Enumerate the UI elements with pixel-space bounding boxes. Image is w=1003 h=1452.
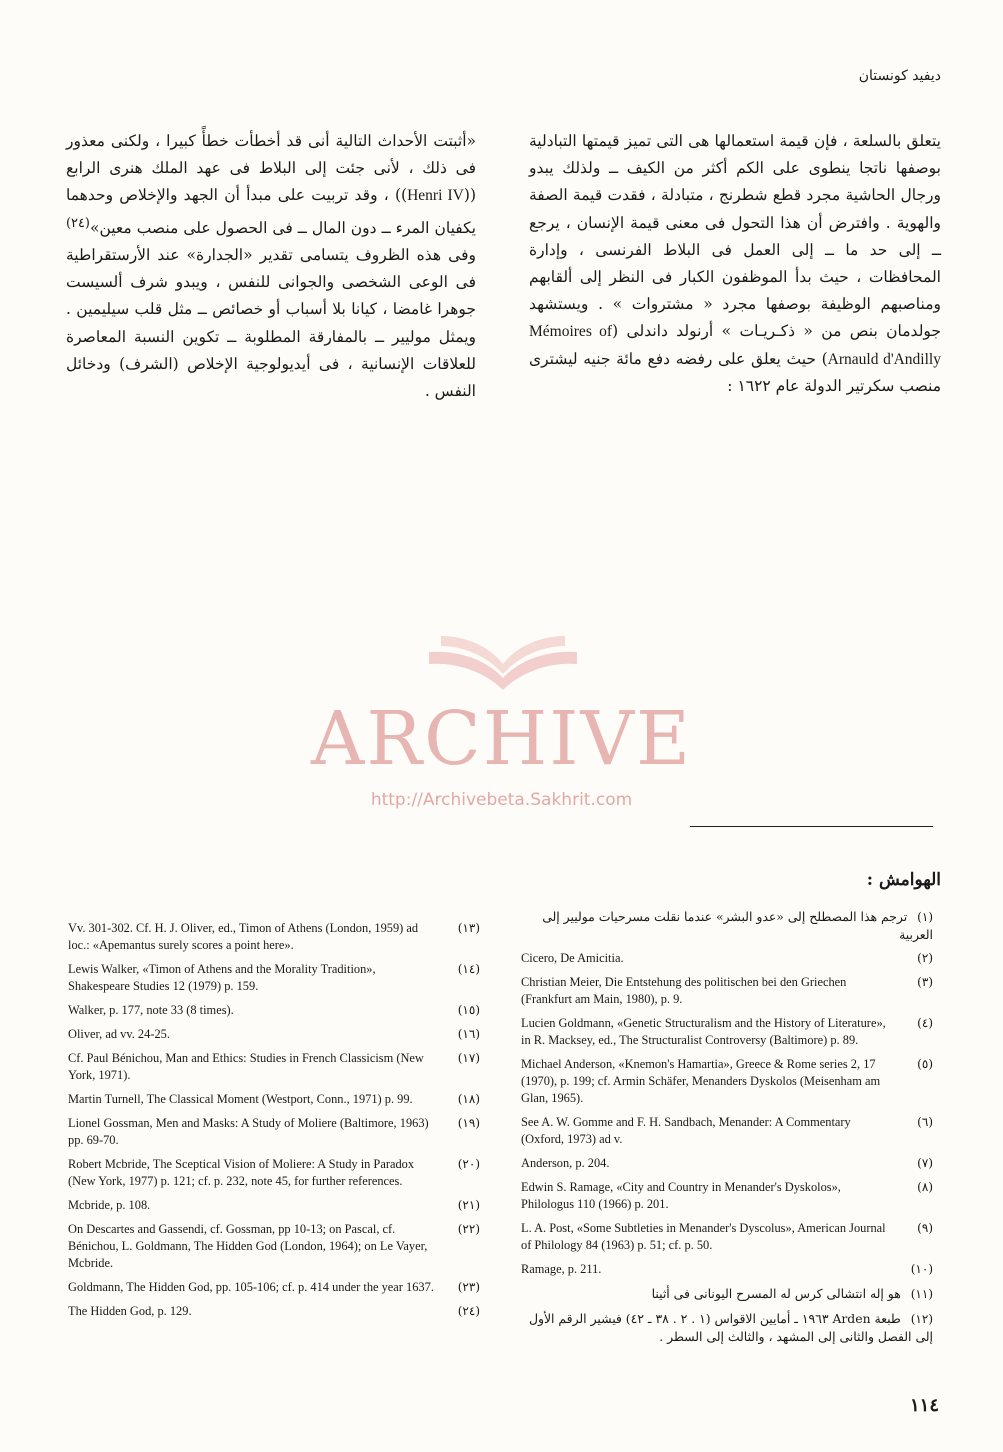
footnotes-left-column <box>68 920 480 1327</box>
body-text: يتعلق بالسلعة ، فإن قيمة استعمالها هى التى تميز قيمتها التبادلية بوصفها ناتجا ينطوى على الكم أكثر من الكيف ــ ولذلك يبدو ورجال الحاشية مجرد قطع شطرنج ، متبادلة ، فقدت قيمة الصفة والهوية . وافترض أن هذا التحول فى معنى قيمة الإنسان ، يرجع ــ إلى حد ما ــ إلى العمل فى البلاط الفرنسى ، وإدارة المحافظات ، حيث بدأ الموظفون الكبار فى النظر إلى ألقابهم ومناصبهم الوظيفة بوصفها مجرد « مشتروات » . ويستشهد جولدمان بنص من « ذكـريـات » أرنولد داندلى ( <box>529 132 942 341</box>
footnote-text: The Hidden God, p. 129. <box>68 1304 192 1318</box>
footnote-number: (٧) <box>917 1156 933 1170</box>
running-header-author: ديفيد كونستان <box>858 68 941 84</box>
footnote-text: Cicero, De Amicitia. <box>521 951 624 965</box>
footnote-number: (١٦) <box>457 1027 480 1041</box>
footnote-number: (٨) <box>917 1180 933 1194</box>
footnote <box>521 1155 933 1172</box>
footnote-number: (١٩) <box>457 1116 480 1130</box>
footnote-number: (١) <box>917 910 933 924</box>
footnote-number: (٩) <box>917 1221 933 1235</box>
footnote <box>68 1026 480 1043</box>
footnote-number: (١٤) <box>457 962 480 976</box>
footnote <box>68 920 480 954</box>
body-text: وفى هذه الظروف يتسامى تقدير «الجدارة» عند الأرستقراطية فى الوعى الشخصى والجوانى للنفس ، ويبدو شرف ألسيست جوهرا غامضا ، كيانا بلا أسباب أو خصائص ــ مثل قلب سيليمين . ويمثل موليير ــ بالمفارقة المطلوبة ــ تكوين النسبة المعاصرة للعلاقات الإنسانية ، فى أيديولوجية الإخلاص (الشرف) ودخائل النفس . <box>66 245 476 400</box>
footnote-ref: (٢٤) <box>66 215 90 231</box>
footnote <box>521 974 933 1008</box>
body-paragraph <box>529 128 941 400</box>
footnote <box>521 1310 933 1345</box>
body-text: ) حيث يعلق على رفضه دفع مائة جنيه ليشترى منصب سكرتير الدولة عام ١٦٢٢ : <box>529 349 941 395</box>
footnote <box>68 1303 480 1320</box>
footnote-text: Martin Turnell, The Classical Moment (Westport, Conn., 1971) p. 99. <box>68 1092 413 1106</box>
footnote <box>68 1091 480 1108</box>
quote-text: «أثبتت الأحداث التالية أنى قد أخطأت خطأً كبيرا ، ولكنى معذور فى ذلك ، لأنى جئت إلى البلاط فى عهد الملك هنرى الرابع (( <box>66 132 476 205</box>
footnote-text: Goldmann, The Hidden God, pp. 105-106; cf. p. 414 under the year 1637. <box>68 1280 434 1294</box>
footnote-text: ترجم هذا المصطلح إلى «عدو البشر» عندما نقلت مسرحيات موليير إلى العربية <box>542 909 933 942</box>
footnote-number: (٢١) <box>457 1198 480 1212</box>
quote-text: )) ، وقد تربيت على مبدأ أن الجهد والإخلاص وحدهما يكفيان المرء ــ دون المال ــ فى الحصول على منصب معين» <box>66 186 476 237</box>
footnote-text: Oliver, ad vv. 24-25. <box>68 1027 170 1041</box>
footnote-number: (٤) <box>917 1016 933 1030</box>
footnote <box>68 1002 480 1019</box>
footnote-text: Lewis Walker, «Timon of Athens and the Morality Tradition», Shakespeare Studies 12 (1979) p. 159. <box>68 962 376 993</box>
footnote-number: (١١) <box>910 1287 933 1301</box>
footnote-number: (٣) <box>917 975 933 989</box>
footnote-number: (٢) <box>917 951 933 965</box>
footnote <box>521 1220 933 1254</box>
page-number: ١١٤ <box>909 1395 939 1416</box>
footnote-number: (١٨) <box>457 1092 480 1106</box>
footnote <box>68 1050 480 1084</box>
footnote-text: See A. W. Gomme and F. H. Sandbach, Menander: A Commentary (Oxford, 1973) ad v. <box>521 1115 851 1146</box>
notes-heading: الهوامش : <box>866 870 941 890</box>
footnote-text: On Descartes and Gassendi, cf. Gossman, pp 10-13; on Pascal, cf. Bénichou, L. Goldmann, The Hidden God (London, 1964); on Le Vayer, Mcbride. <box>68 1222 428 1270</box>
footnote-text: Walker, p. 177, note 33 (8 times). <box>68 1003 234 1017</box>
watermark-title: ARCHIVE <box>310 696 692 782</box>
footnote <box>521 908 933 943</box>
footnote-number: (١٢) <box>910 1312 933 1326</box>
footnotes-right-column <box>521 908 933 1352</box>
footnote <box>68 961 480 995</box>
footnote-text: هو إله انتشالى كرس له المسرح اليونانى فى أثينا <box>651 1286 901 1301</box>
footnote-text: Lionel Gossman, Men and Masks: A Study of Moliere (Baltimore, 1963) pp. 69-70. <box>68 1116 429 1147</box>
footnote-text: Christian Meier, Die Entstehung des politischen bei den Griechen (Frankfurt am Main, 1980), p. 9. <box>521 975 847 1006</box>
footnote <box>521 1285 933 1303</box>
footnote <box>68 1156 480 1190</box>
footnote-number: (٢٢) <box>457 1222 480 1236</box>
footnote-text: Mcbride, p. 108. <box>68 1198 151 1212</box>
footnote <box>68 1279 480 1296</box>
footnote <box>68 1197 480 1214</box>
footnote-number: (١٥) <box>457 1003 480 1017</box>
footnote-text: Edwin S. Ramage, «City and Country in Menander's Dyskolos», Philologus 110 (1966) p. 201. <box>521 1180 841 1211</box>
footnote-number: (١٧) <box>457 1051 480 1065</box>
body-column-right <box>529 128 941 400</box>
footnote <box>521 1056 933 1107</box>
body-column-left <box>66 128 476 405</box>
footnote-number: (٥) <box>917 1057 933 1071</box>
footnote <box>521 950 933 967</box>
footnote <box>68 1115 480 1149</box>
foreign-name: Henri IV <box>407 187 464 205</box>
footnote-text: Anderson, p. 204. <box>521 1156 610 1170</box>
body-paragraph <box>66 128 476 405</box>
footnote <box>521 1015 933 1049</box>
foreign-title: Mémoires of Arnauld d'Andilly <box>529 323 941 368</box>
footnote-text: Michael Anderson, «Knemon's Hamartia», Greece & Rome series 2, 17 (1970), p. 199; cf. Armin Schäfer, Menanders Dyskolos (Meisenham am Glan, 1965). <box>521 1057 881 1105</box>
footnote-number: (٢٤) <box>457 1304 480 1318</box>
footnote <box>521 1114 933 1148</box>
footnote-text: Cf. Paul Bénichou, Man and Ethics: Studies in French Classicism (New York, 1971). <box>68 1051 424 1082</box>
footnote <box>68 1221 480 1272</box>
footnote-text: Vv. 301-302. Cf. H. J. Oliver, ed., Timon of Athens (London, 1959) ad loc.: «Apemantus surely scores a point here». <box>68 921 419 952</box>
footnote-divider <box>690 826 933 827</box>
watermark-url: http://Archivebeta.Sakhrit.com <box>370 790 633 810</box>
footnote-text: Lucien Goldmann, «Genetic Structuralism and the History of Literature», in R. Macksey, ed., The Structuralist Controversy (Baltimore) p. 89. <box>521 1016 886 1047</box>
footnote-text: Ramage, p. 211. <box>521 1262 602 1276</box>
archive-watermark <box>0 610 1003 840</box>
footnote-text: طبعة Arden ١٩٦٣ ـ أمايين الاقواس (١ . ٢ . ٣٨ ـ ٤٢) فيشير الرقم الأول إلى الفصل والثانى إلى المشهد ، والثالث إلى السطر . <box>528 1311 933 1344</box>
footnote-number: (١٣) <box>457 921 480 935</box>
footnote-number: (٢٣) <box>457 1280 480 1294</box>
footnote-number: (١٠) <box>910 1262 933 1276</box>
open-book-icon <box>423 630 583 700</box>
footnote-text: Robert Mcbride, The Sceptical Vision of Moliere: A Study in Paradox (New York, 1977) p. 121; cf. p. 232, note 45, for further references. <box>68 1157 415 1188</box>
footnote-number: (٢٠) <box>457 1157 480 1171</box>
footnote-number: (٦) <box>917 1115 933 1129</box>
footnote-text: L. A. Post, «Some Subtleties in Menander's Dyscolus», American Journal of Philology 84 (1963) p. 51; cf. p. 50. <box>521 1221 886 1252</box>
footnote <box>521 1179 933 1213</box>
footnote <box>521 1261 933 1278</box>
